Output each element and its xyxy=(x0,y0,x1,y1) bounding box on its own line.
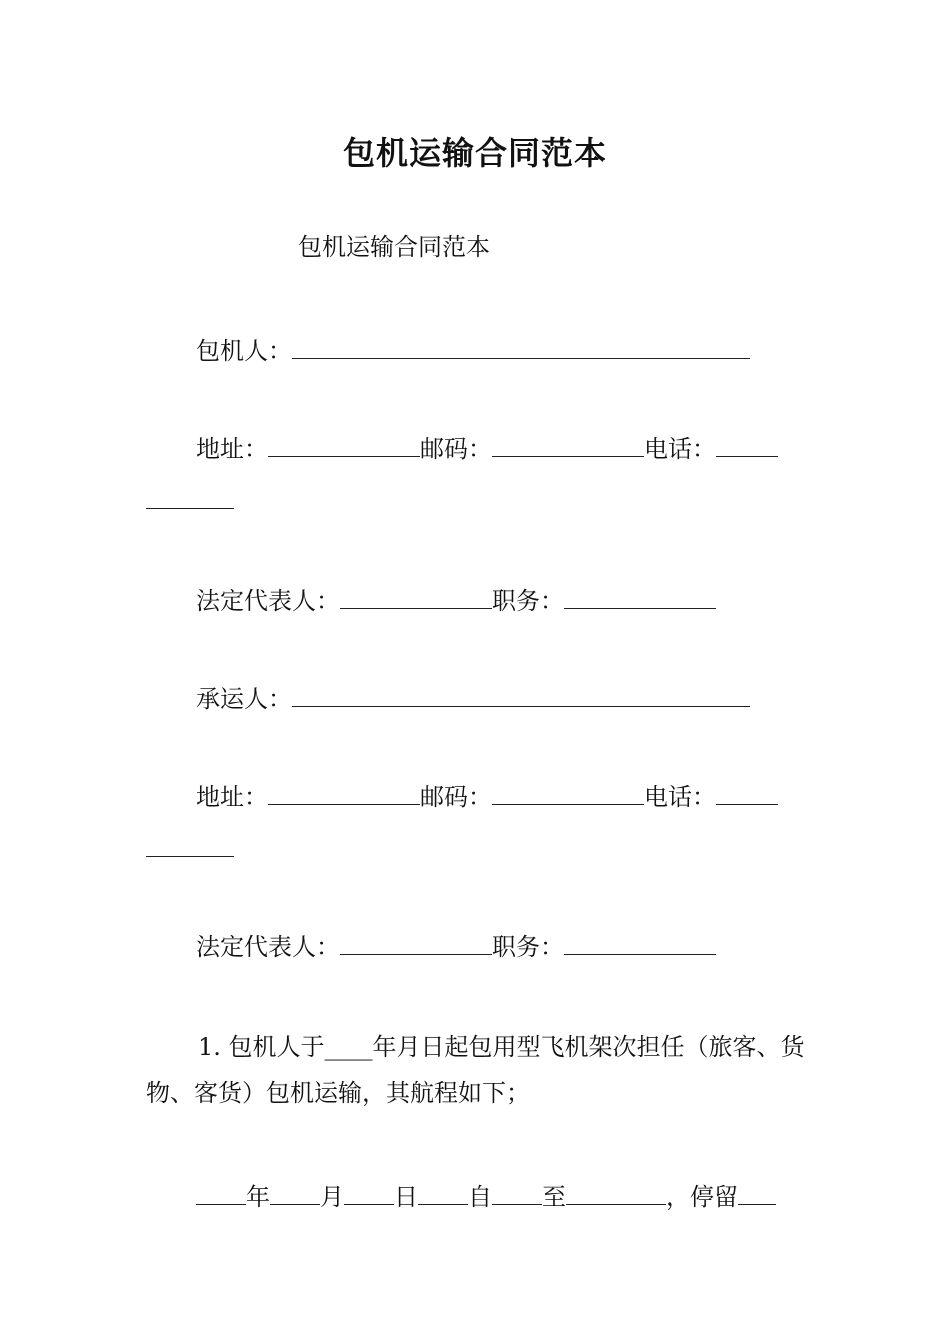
carrier-postcode-field[interactable] xyxy=(492,782,644,805)
document-title: 包机运输合同范本 xyxy=(342,134,607,172)
charterer-phone-field[interactable] xyxy=(716,434,778,457)
carrier-legal-rep-field[interactable] xyxy=(340,932,492,955)
document-subtitle: 包机运输合同范本 xyxy=(298,233,490,261)
carrier-address-label: 地址： xyxy=(196,783,268,811)
itinerary-to-field[interactable] xyxy=(492,1182,542,1205)
charterer-legal-rep-label: 法定代表人： xyxy=(196,587,340,615)
charterer-postcode-field[interactable] xyxy=(492,434,644,457)
itinerary-year-field[interactable] xyxy=(196,1182,246,1205)
itinerary-month-field[interactable] xyxy=(270,1182,320,1205)
itinerary-month-label: 月 xyxy=(320,1183,344,1211)
charterer-name-label: 包机人： xyxy=(196,337,292,365)
charterer-legal-rep-row xyxy=(196,584,716,618)
carrier-legal-rep-row xyxy=(196,930,716,964)
itinerary-stay-label: ，停留 xyxy=(666,1183,738,1211)
carrier-phone-label: 电话： xyxy=(644,783,716,811)
itinerary-from-label: 自 xyxy=(468,1183,492,1211)
itinerary-from-field[interactable] xyxy=(418,1182,468,1205)
carrier-name-row xyxy=(196,682,750,716)
charterer-phone-label: 电话： xyxy=(644,435,716,463)
carrier-position-field[interactable] xyxy=(564,932,716,955)
itinerary-destination-field[interactable] xyxy=(566,1182,666,1205)
charterer-postcode-label: 邮码： xyxy=(420,435,492,463)
carrier-address-field[interactable] xyxy=(268,782,420,805)
charterer-phone-field-continued[interactable] xyxy=(146,507,234,509)
itinerary-day-field[interactable] xyxy=(344,1182,394,1205)
itinerary-day-label: 日 xyxy=(394,1183,418,1211)
charterer-contact-row xyxy=(196,432,778,466)
carrier-name-field[interactable] xyxy=(292,684,750,707)
charterer-legal-rep-field[interactable] xyxy=(340,586,492,609)
charterer-position-field[interactable] xyxy=(564,586,716,609)
carrier-postcode-label: 邮码： xyxy=(420,783,492,811)
charterer-position-label: 职务： xyxy=(492,587,564,615)
carrier-name-label: 承运人： xyxy=(196,685,292,713)
itinerary-to-label: 至 xyxy=(542,1183,566,1211)
charterer-address-field[interactable] xyxy=(268,434,420,457)
carrier-position-label: 职务： xyxy=(492,933,564,961)
charterer-name-field[interactable] xyxy=(292,336,750,359)
carrier-phone-field-continued[interactable] xyxy=(146,855,234,857)
charterer-address-label: 地址： xyxy=(196,435,268,463)
carrier-legal-rep-label: 法定代表人： xyxy=(196,933,340,961)
clause-1: 1. 包机人于____年月日起包用型飞机架次担任（旅客、货物、客货）包机运输，其航程如下； xyxy=(146,1033,805,1107)
charterer-name-row xyxy=(196,334,750,368)
itinerary-year-label: 年 xyxy=(246,1183,270,1211)
carrier-phone-field[interactable] xyxy=(716,782,778,805)
itinerary-stay-field[interactable] xyxy=(738,1182,776,1205)
itinerary-row xyxy=(196,1180,776,1214)
carrier-contact-row xyxy=(196,780,778,814)
